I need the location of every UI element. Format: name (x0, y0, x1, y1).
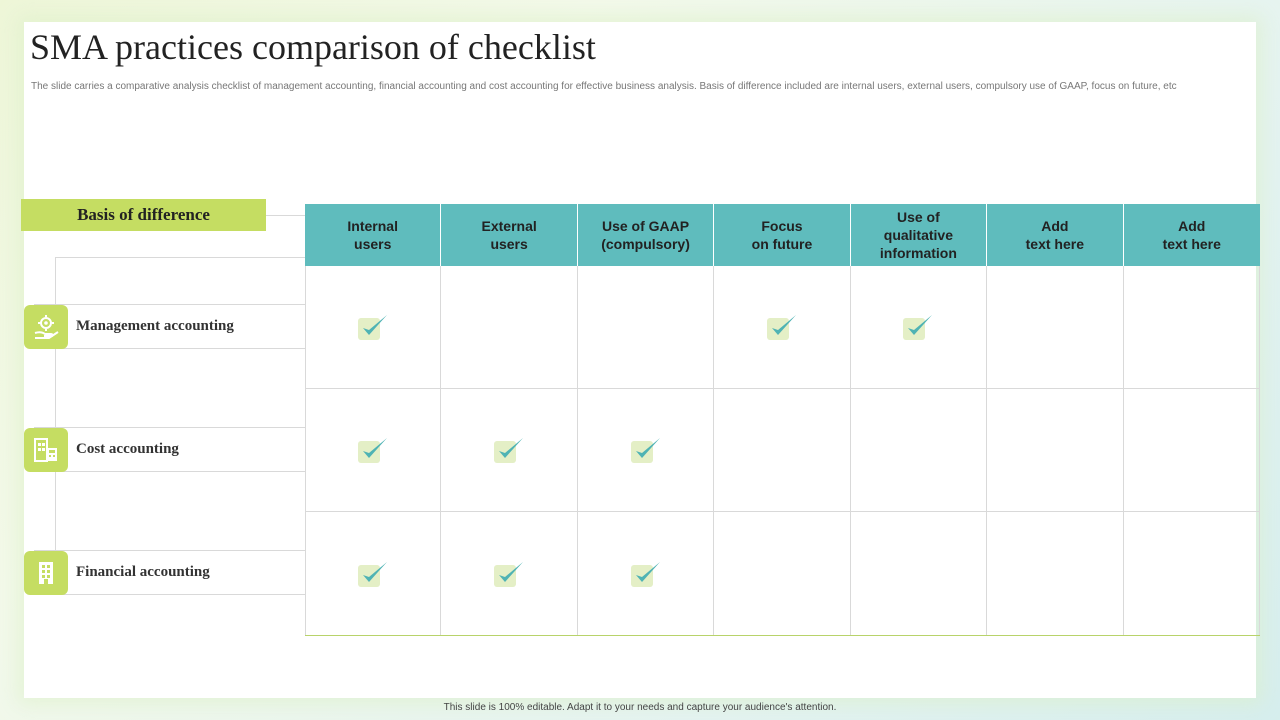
column-header: External users (441, 204, 577, 266)
connector-line (55, 349, 56, 429)
column-header: Add text here (987, 204, 1123, 266)
column-header: Focus on future (714, 204, 850, 266)
row-label-management-accounting (34, 304, 305, 349)
page-title: SMA practices comparison of checklist (30, 27, 596, 67)
basis-of-difference-label: Basis of difference (21, 199, 266, 231)
column-header: Use of GAAP (compulsory) (578, 204, 714, 266)
row-label-text: Cost accounting (76, 441, 179, 457)
table-header (305, 204, 1260, 266)
connector-line (55, 472, 56, 552)
connector-line (55, 257, 305, 258)
checkmark-icon (492, 435, 526, 465)
row-label-text: Management accounting (76, 318, 234, 334)
table-cell (578, 266, 714, 389)
table-cell (714, 389, 850, 512)
footer-note: This slide is 100% editable. Adapt it to your needs and capture your audience's attention. (443, 702, 837, 713)
column-header: Internal users (305, 204, 441, 266)
checklist-table (305, 204, 1260, 636)
table-cell (1124, 266, 1260, 389)
table-cell (987, 266, 1123, 389)
table-cell (305, 266, 441, 389)
table-row (305, 389, 1260, 512)
table-cell (714, 512, 850, 635)
checkmark-icon (765, 312, 799, 342)
table-cell (305, 389, 441, 512)
checkmark-icon (356, 435, 390, 465)
table-row (305, 512, 1260, 635)
row-label-financial-accounting (34, 550, 305, 595)
checkmark-icon (629, 435, 663, 465)
checkmark-icon (901, 312, 935, 342)
checkmark-icon (356, 312, 390, 342)
table-cell (441, 266, 577, 389)
row-label-cost-accounting (34, 427, 305, 472)
checkmark-icon (356, 559, 390, 589)
column-header: Use of qualitative information (851, 204, 987, 266)
table-cell (578, 512, 714, 635)
table-cell (851, 389, 987, 512)
table-cell (987, 389, 1123, 512)
table-row (305, 266, 1260, 389)
table-cell (441, 512, 577, 635)
checkmark-icon (492, 559, 526, 589)
table-body (305, 266, 1260, 635)
table-cell (851, 266, 987, 389)
row-label-text: Financial accounting (76, 564, 210, 580)
table-cell (305, 512, 441, 635)
slide-subtitle: The slide carries a comparative analysis checklist of management accounting, financial accounting and cost accounting for effective business analysis. Basis of difference included are internal users, external users, compulsory use of GAAP, focus on future, etc (31, 81, 1177, 92)
table-cell (851, 512, 987, 635)
table-cell (714, 266, 850, 389)
table-cell (1124, 389, 1260, 512)
table-cell (1124, 512, 1260, 635)
slide (24, 22, 1256, 698)
column-header: Add text here (1124, 204, 1260, 266)
table-cell (987, 512, 1123, 635)
hand-gear-icon (24, 305, 68, 349)
table-cell (441, 389, 577, 512)
building-icon (24, 551, 68, 595)
checkmark-icon (629, 559, 663, 589)
connector-line (266, 215, 305, 216)
calculator-building-icon (24, 428, 68, 472)
table-cell (578, 389, 714, 512)
